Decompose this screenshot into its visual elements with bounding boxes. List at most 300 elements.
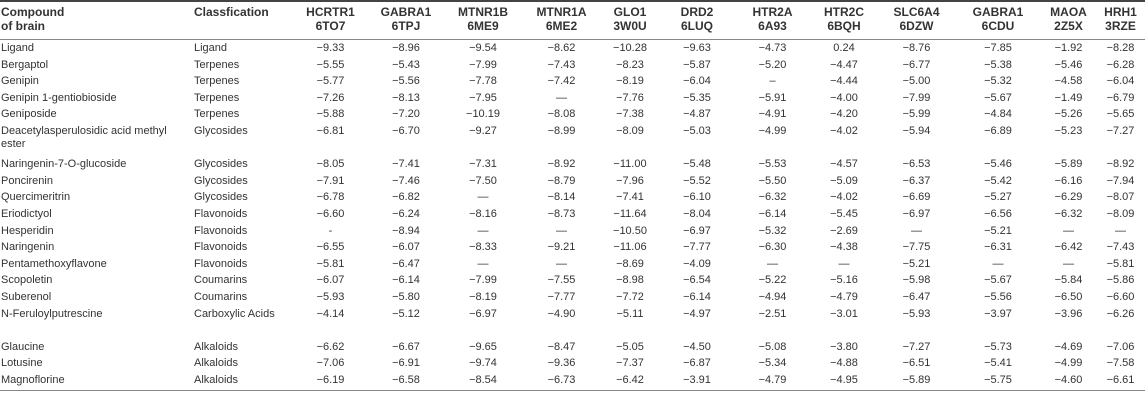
score-cell: −4.14 (316, 307, 345, 320)
classification-cell: Alkaloids (193, 374, 293, 391)
column-header-line2: 3W0U (613, 19, 647, 33)
score-cell: −7.06 (316, 357, 345, 370)
score-cell: −6.14 (758, 207, 787, 220)
column-header-line1: HTR2C (823, 5, 864, 19)
score-cell: −5.48 (683, 158, 711, 171)
score-cell: −4.44 (830, 75, 858, 88)
score-cell: −2.69 (830, 224, 858, 237)
score-cell: −7.58 (1106, 357, 1135, 370)
score-cell: −6.42 (1054, 241, 1083, 254)
classification-cell: Alkaloids (194, 357, 239, 370)
score-cell: −7.31 (469, 158, 497, 171)
compound-name-cell: Naringenin-7-O-glucoside (1, 158, 127, 171)
score-cell: −5.09 (830, 174, 858, 187)
table-row (0, 108, 1145, 125)
score-cell: −5.23 (1054, 124, 1083, 137)
compound-name-cell: Glaucine (1, 340, 45, 353)
score-cell: — (477, 257, 489, 270)
classification-cell: Coumarins (194, 290, 248, 303)
score-cell: −7.43 (1106, 241, 1135, 254)
score-cell: −7.77 (547, 290, 576, 303)
score-cell: −5.32 (758, 224, 787, 237)
score-cell: −6.14 (392, 274, 420, 287)
column-header (1096, 1, 1145, 40)
score-cell: −8.47 (547, 340, 576, 353)
column-header-line2: 6DZW (899, 19, 934, 33)
score-cell: −5.87 (683, 58, 711, 71)
score-cell: −5.21 (902, 257, 931, 270)
score-cell: −5.41 (984, 357, 1012, 370)
table-row (0, 175, 1145, 192)
score-cell: −8.09 (1106, 207, 1135, 220)
score-cell: −5.67 (984, 274, 1012, 287)
score-cell: −7.99 (902, 91, 931, 104)
score-cell: −4.84 (984, 108, 1012, 121)
compound-name-cell: Naringenin (1, 241, 55, 254)
score-cell: −8.99 (547, 124, 576, 137)
score-cell: −7.27 (1106, 124, 1135, 137)
score-cell: −3.80 (830, 340, 858, 353)
score-cell: −6.04 (683, 75, 711, 88)
score-cell: −5.65 (1106, 108, 1135, 121)
score-cell: −4.95 (810, 374, 878, 391)
classification-cell: Flavonoids (194, 241, 248, 254)
score-cell: −5.52 (683, 174, 711, 187)
score-cell: −4.90 (547, 307, 576, 320)
column-header-line2: 6TO7 (315, 19, 346, 33)
score-cell: −8.92 (1106, 158, 1135, 171)
score-cell: −7.91 (316, 174, 345, 187)
score-cell: −7.78 (469, 75, 497, 88)
score-cell: −5.38 (984, 58, 1012, 71)
score-cell: −6.81 (316, 124, 345, 137)
score-cell: −8.07 (1106, 191, 1135, 204)
column-header-line1: GLO1 (613, 5, 647, 19)
column-header-line1: MAOA (1050, 5, 1087, 19)
score-cell: — (477, 191, 489, 204)
score-cell: −6.97 (683, 224, 711, 237)
score-cell: −4.47 (830, 58, 858, 71)
column-header (193, 1, 293, 40)
score-cell: −6.28 (1106, 58, 1135, 71)
classification-cell: Terpenes (194, 58, 240, 71)
column-header-line1: MTNR1B (458, 5, 508, 19)
column-header-line2: 3RZE (1105, 19, 1136, 33)
score-cell: — (911, 224, 922, 237)
score-cell: −4.00 (830, 91, 858, 104)
score-cell: −6.14 (683, 290, 711, 303)
score-cell: −6.97 (902, 207, 931, 220)
score-cell: −7.76 (616, 91, 644, 104)
classification-cell: Coumarins (194, 274, 248, 287)
score-cell: −3.91 (659, 374, 735, 391)
score-cell: −5.27 (984, 191, 1012, 204)
score-cell: −5.81 (316, 257, 345, 270)
compound-name-cell: Genipin (1, 75, 39, 88)
score-cell: −5.56 (392, 75, 420, 88)
score-cell: −6.69 (902, 191, 931, 204)
score-cell: −5.42 (984, 174, 1012, 187)
score-cell: −5.84 (1054, 274, 1083, 287)
score-cell: −7.41 (616, 191, 644, 204)
column-header-line1: HTR2A (752, 5, 793, 19)
score-cell: — (838, 257, 850, 270)
compound-name-cell: Bergaptol (1, 58, 49, 71)
score-cell: −5.26 (1054, 108, 1083, 121)
score-cell: −7.37 (616, 357, 644, 370)
score-cell: −9.27 (469, 124, 497, 137)
table-header (0, 1, 1145, 40)
score-cell: −6.62 (316, 340, 345, 353)
score-cell: −8.79 (547, 174, 576, 187)
table-row (0, 341, 1145, 358)
column-header (0, 1, 193, 40)
score-cell: −4.50 (683, 340, 711, 353)
table-row (0, 92, 1145, 109)
score-cell: −11.06 (613, 241, 647, 254)
score-cell: −5.56 (984, 290, 1012, 303)
score-cell: −6.42 (601, 374, 659, 391)
score-cell: −6.87 (683, 357, 711, 370)
score-cell: −5.73 (984, 340, 1012, 353)
score-cell: −7.99 (469, 274, 497, 287)
score-cell: −5.99 (902, 108, 931, 121)
score-cell: −4.97 (683, 307, 711, 320)
column-header (444, 1, 522, 40)
score-cell: −7.42 (547, 75, 576, 88)
score-cell: −1.49 (1054, 91, 1083, 104)
score-cell: −5.67 (984, 91, 1012, 104)
table-row (0, 241, 1145, 258)
compound-name-cell: Poncirenin (1, 174, 53, 187)
score-cell: −7.77 (683, 241, 711, 254)
score-cell: — (477, 224, 489, 237)
score-cell: — (1063, 257, 1074, 270)
table-row (0, 357, 1145, 374)
column-header-line1: MTNR1A (536, 5, 587, 19)
compound-name-cell: Ligand (1, 42, 35, 54)
classification-cell: Ligand (194, 42, 228, 54)
score-cell: −4.02 (830, 124, 858, 137)
classification-cell: Flavonoids (194, 207, 248, 220)
score-cell: −8.13 (392, 91, 420, 104)
score-cell: −7.38 (616, 108, 644, 121)
score-cell: −7.85 (984, 42, 1012, 54)
score-cell: −6.29 (1054, 191, 1083, 204)
score-cell: −8.76 (902, 42, 931, 54)
score-cell: −5.91 (758, 91, 787, 104)
score-cell: −8.62 (547, 42, 576, 54)
table-row (0, 274, 1145, 291)
score-cell: −8.05 (316, 158, 345, 171)
score-cell: −6.91 (392, 357, 420, 370)
table-row (0, 308, 1145, 341)
score-cell: −6.56 (984, 207, 1012, 220)
column-header-line1: GABRA1 (972, 5, 1024, 19)
score-cell: −7.55 (547, 274, 576, 287)
score-cell: −5.08 (758, 340, 787, 353)
score-cell: −6.37 (902, 174, 931, 187)
score-cell: −9.36 (547, 357, 576, 370)
score-cell: −6.60 (316, 207, 345, 220)
score-cell: −3.97 (984, 307, 1012, 320)
score-cell: −5.11 (616, 307, 644, 320)
score-cell: −3.96 (1054, 307, 1083, 320)
classification-cell: Glycosides (194, 174, 248, 187)
column-header (368, 1, 444, 40)
score-cell: – (769, 75, 776, 88)
score-cell: −7.99 (469, 58, 497, 71)
table-row (0, 158, 1145, 175)
score-cell: −5.32 (984, 75, 1012, 88)
score-cell: −7.46 (392, 174, 420, 187)
table-row (0, 291, 1145, 308)
classification-cell: Flavonoids (194, 257, 248, 270)
score-cell: −4.73 (758, 42, 787, 54)
classification-cell: Alkaloids (194, 340, 239, 353)
score-cell: −5.88 (316, 108, 345, 121)
column-header-line2: 6A93 (758, 19, 787, 33)
score-cell: −8.19 (616, 75, 644, 88)
score-cell: −6.32 (1054, 207, 1083, 220)
score-cell: −6.53 (902, 158, 931, 171)
score-cell: −8.09 (616, 124, 644, 137)
score-cell: −6.24 (392, 207, 420, 220)
score-cell: −5.75 (955, 374, 1041, 391)
table-body (0, 40, 1145, 391)
score-cell: −4.69 (1054, 340, 1083, 353)
column-header-line1: Compound (1, 5, 65, 19)
column-header-line1: GABRA1 (380, 5, 432, 19)
score-cell: −7.27 (902, 340, 931, 353)
score-cell: - (328, 224, 333, 237)
classification-cell: Terpenes (194, 75, 240, 88)
score-cell: −5.45 (830, 207, 858, 220)
score-cell: −9.54 (469, 42, 497, 54)
score-cell: −7.06 (1106, 340, 1135, 353)
score-cell: −11.00 (613, 158, 647, 171)
score-cell: −7.43 (547, 58, 576, 71)
column-header (293, 1, 368, 40)
compound-name-cell: Hesperidin (1, 224, 54, 237)
score-cell: −9.63 (683, 42, 711, 54)
score-cell: −5.46 (1054, 58, 1083, 71)
compound-name-cell: Suberenol (1, 290, 52, 303)
score-cell: −4.20 (830, 108, 858, 121)
table-row (0, 258, 1145, 275)
score-cell: −8.73 (547, 207, 576, 220)
score-cell: −6.77 (902, 58, 931, 71)
classification-cell: Flavonoids (194, 224, 248, 237)
score-cell: −6.07 (316, 274, 345, 287)
score-cell: −7.20 (392, 108, 420, 121)
table-row (0, 374, 1145, 391)
score-cell: −5.89 (878, 374, 955, 391)
score-cell: — (1115, 224, 1126, 237)
compound-name-cell: Quercimeritrin (1, 191, 71, 204)
score-cell: −5.77 (316, 75, 345, 88)
column-header-line1: SLC6A4 (893, 5, 940, 19)
score-cell: −7.96 (616, 174, 644, 187)
table-row (0, 40, 1145, 59)
score-cell: −5.94 (902, 124, 931, 137)
table-row (0, 125, 1145, 158)
score-cell: −6.47 (392, 257, 420, 270)
score-cell: −4.99 (1054, 357, 1083, 370)
score-cell: −5.20 (758, 58, 787, 71)
score-cell: −4.87 (683, 108, 711, 121)
score-cell: −5.12 (392, 307, 420, 320)
score-cell: −4.94 (758, 290, 787, 303)
column-header (601, 1, 659, 40)
score-cell: −4.58 (1054, 75, 1083, 88)
column-header-line2: of brain (1, 19, 45, 33)
score-cell: −8.33 (469, 241, 497, 254)
score-cell: −5.21 (984, 224, 1012, 237)
score-cell: −6.30 (758, 241, 787, 254)
score-cell: −8.98 (616, 274, 644, 287)
score-cell: −6.58 (368, 374, 444, 391)
score-cell: −6.50 (1054, 290, 1083, 303)
score-cell: −7.50 (469, 174, 497, 187)
score-cell: −7.72 (616, 290, 644, 303)
classification-cell: Glycosides (194, 124, 248, 137)
compound-name-cell: Eriodictyol (1, 207, 52, 220)
column-header-line1: Classfication (194, 5, 269, 19)
column-header (955, 1, 1041, 40)
score-cell: −7.94 (1106, 174, 1135, 187)
compound-name-cell: Scopoletin (1, 274, 53, 287)
compound-name-cell: Deacetylasperulosidic acid methyl ester (1, 124, 167, 150)
classification-cell: Glycosides (194, 191, 248, 204)
score-cell: −6.32 (758, 191, 787, 204)
score-cell: −9.21 (547, 241, 576, 254)
score-cell: −6.26 (1106, 307, 1135, 320)
score-cell: −8.19 (469, 290, 497, 303)
score-cell: −4.79 (830, 290, 858, 303)
score-cell: −9.33 (316, 42, 345, 54)
score-cell: −5.50 (758, 174, 787, 187)
score-cell: −1.92 (1054, 42, 1083, 54)
score-cell: −7.75 (902, 241, 931, 254)
score-cell: −8.14 (547, 191, 576, 204)
score-cell: −6.07 (392, 241, 420, 254)
table-row (0, 59, 1145, 76)
score-cell: −4.60 (1041, 374, 1096, 391)
compound-name-cell: N-Feruloylputrescine (1, 307, 103, 320)
score-cell: −6.70 (392, 124, 420, 137)
column-header-line2: 2Z5X (1054, 19, 1083, 33)
table-row (0, 225, 1145, 242)
column-header (659, 1, 735, 40)
score-cell: −8.54 (444, 374, 522, 391)
score-cell: — (1063, 224, 1074, 237)
score-cell: −6.19 (293, 374, 368, 391)
table-row (0, 75, 1145, 92)
score-cell: −5.81 (1106, 257, 1135, 270)
column-header-line2: 6TPJ (391, 19, 421, 33)
score-cell: −10.28 (613, 42, 647, 54)
score-cell: −4.02 (830, 191, 858, 204)
score-cell: −8.16 (469, 207, 497, 220)
classification-cell: Terpenes (194, 91, 240, 104)
column-header-line2: 6ME2 (545, 19, 578, 33)
score-cell: −7.26 (316, 91, 345, 104)
score-cell: −6.82 (392, 191, 420, 204)
score-cell: −6.60 (1106, 290, 1135, 303)
column-header (1041, 1, 1096, 40)
column-header-line2: 6LUQ (680, 19, 713, 33)
score-cell: −6.97 (469, 307, 497, 320)
score-cell: −6.73 (522, 374, 601, 391)
score-cell: −5.03 (683, 124, 711, 137)
score-cell: −5.93 (902, 307, 931, 320)
score-cell: −6.10 (683, 191, 711, 204)
column-header (735, 1, 810, 40)
score-cell: −11.64 (613, 207, 647, 220)
compound-name-cell: Magnoflorine (0, 374, 193, 391)
compound-name-cell: Geniposide (1, 108, 57, 121)
compound-name-cell: Pentamethoxyflavone (1, 257, 107, 270)
score-cell: −6.61 (1096, 374, 1145, 391)
score-cell: −5.86 (1106, 274, 1135, 287)
score-cell: 0.24 (833, 42, 855, 54)
column-header-line2: 6BQH (827, 19, 861, 33)
score-cell: −5.22 (758, 274, 787, 287)
score-cell: −5.93 (316, 290, 345, 303)
score-cell: — (767, 257, 778, 270)
compound-name-cell: Lotusine (1, 357, 43, 370)
score-cell: −5.16 (830, 274, 858, 287)
column-header-line2: 6ME9 (467, 19, 499, 33)
score-cell: −4.79 (735, 374, 810, 391)
score-cell: — (992, 257, 1004, 270)
score-cell: −7.41 (392, 158, 420, 171)
score-cell: −6.67 (392, 340, 420, 353)
column-header (810, 1, 878, 40)
score-cell: −5.43 (392, 58, 420, 71)
score-cell: −4.99 (758, 124, 787, 137)
score-cell: −4.09 (683, 257, 711, 270)
score-cell: −6.55 (316, 241, 345, 254)
score-cell: −5.05 (616, 340, 644, 353)
score-cell: −6.47 (902, 290, 931, 303)
score-cell: −8.04 (683, 207, 711, 220)
score-cell: −6.16 (1054, 174, 1083, 187)
score-cell: −8.96 (392, 42, 420, 54)
column-header (522, 1, 601, 40)
score-cell: −10.19 (466, 108, 500, 121)
score-cell: −8.23 (616, 58, 644, 71)
compound-name-cell: Genipin 1-gentiobioside (1, 91, 117, 104)
score-cell: −8.92 (547, 158, 576, 171)
score-cell: −6.31 (984, 241, 1012, 254)
score-cell: −6.89 (984, 124, 1012, 137)
score-cell: −6.79 (1106, 91, 1135, 104)
score-cell: −5.80 (392, 290, 420, 303)
score-cell: −6.51 (902, 357, 931, 370)
score-cell: −5.55 (316, 58, 345, 71)
score-cell: −8.94 (392, 224, 420, 237)
score-cell: −8.69 (616, 257, 644, 270)
score-cell: −5.34 (758, 357, 787, 370)
table-row (0, 191, 1145, 208)
score-cell: −5.98 (902, 274, 931, 287)
column-header-line1: HCRTR1 (306, 5, 355, 19)
score-cell: −7.95 (469, 91, 497, 104)
column-header-line1: HRH1 (1104, 5, 1137, 19)
score-cell: −5.35 (683, 91, 711, 104)
